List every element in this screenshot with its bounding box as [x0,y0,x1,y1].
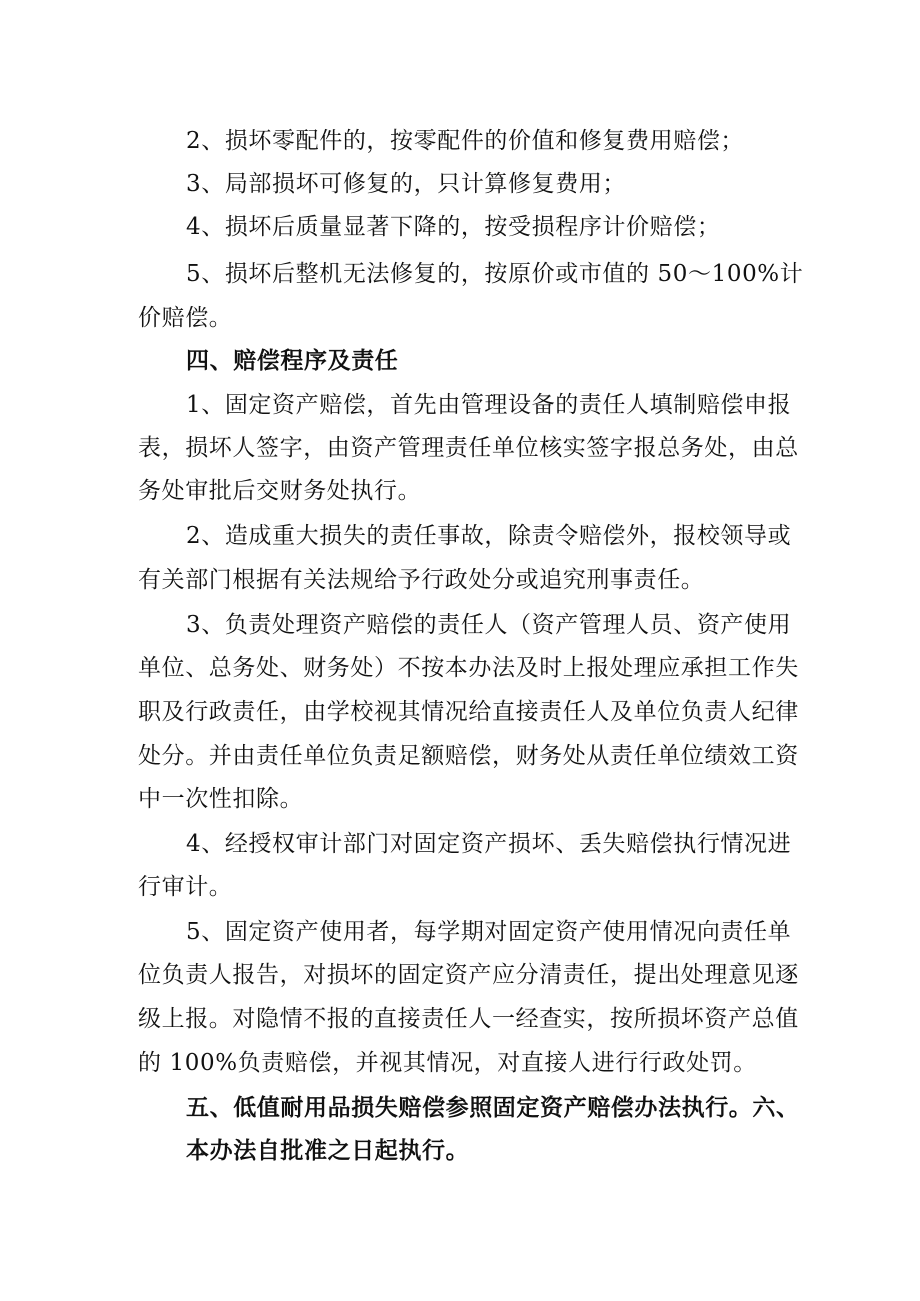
text-line: 4、损坏后质量显著下降的，按受损程序计价赔偿； [186,214,721,240]
text-line: 职及行政责任，由学校视其情况给直接责任人及单位负责人纪律 [138,699,799,725]
text-line: 2、损坏零配件的，按零配件的价值和修复费用赔偿； [186,128,745,154]
text-line: 3、负责处理资产赔偿的责任人（资产管理人员、资产使用 [186,612,792,638]
text-line: 有关部门根据有关法规给予行政处分或追究刑事责任。 [138,567,705,593]
text-line: 级上报。对隐情不报的直接责任人一经查实，按所损坏资产总值 [138,1006,799,1032]
text-line: 的 100%负责赔偿，并视其情况，对直接人进行行政处罚。 [138,1050,757,1076]
text-line: 处分。并由责任单位负责足额赔偿，财务处从责任单位绩效工资 [138,743,799,769]
text-line: 价赔偿。 [138,305,233,331]
text-line: 4、经授权审计部门对固定资产损坏、丢失赔偿执行情况进 [186,831,792,857]
text-line: 行审计。 [138,874,233,900]
text-line: 5、损坏后整机无法修复的，按原价或市值的 50～100%计 [186,261,804,287]
text-line: 5、固定资产使用者，每学期对固定资产使用情况向责任单 [186,919,792,945]
section-heading: 本办法自批准之日起执行。 [186,1137,470,1164]
text-line: 2、造成重大损失的责任事故，除责令赔偿外，报校领导或 [186,523,792,549]
text-line: 表，损坏人签字，由资产管理责任单位核实签字报总务处，由总 [138,435,799,461]
text-line: 位负责人报告，对损坏的固定资产应分清责任，提出处理意见逐 [138,962,799,988]
text-line: 务处审批后交财务处执行。 [138,478,422,504]
section-heading: 四、赔偿程序及责任 [186,347,399,374]
text-line: 中一次性扣除。 [138,786,304,812]
text-line: 3、局部损坏可修复的，只计算修复费用； [186,171,627,197]
text-line: 1、固定资产赔偿，首先由管理设备的责任人填制赔偿申报 [186,392,792,418]
section-heading: 五、低值耐用品损失赔偿参照固定资产赔偿办法执行。六、 [186,1094,800,1121]
text-line: 单位、总务处、财务处）不按本办法及时上报处理应承担工作失 [138,655,799,681]
